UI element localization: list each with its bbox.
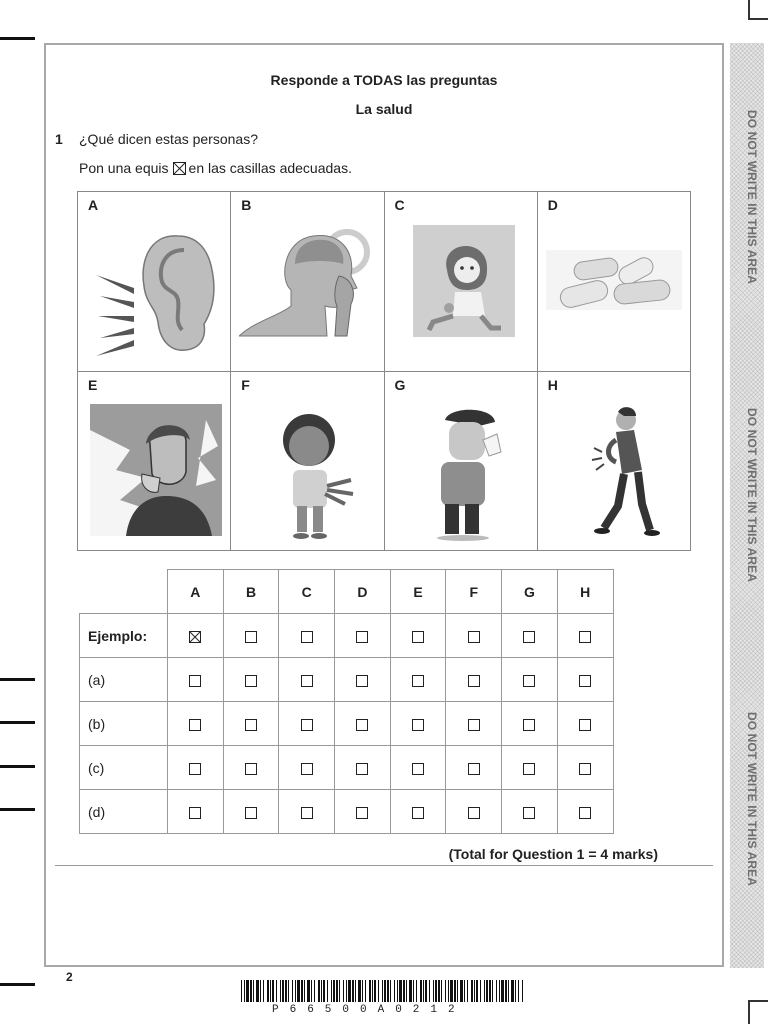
- registration-mark: [0, 721, 35, 724]
- instruction-text: Pon una equis: [79, 160, 169, 176]
- answer-cell: [279, 702, 335, 746]
- checked-box-icon[interactable]: [189, 631, 201, 643]
- margin-notice-middle: DO NOT WRITE IN THIS AREA: [745, 408, 759, 583]
- registration-mark: [0, 37, 35, 40]
- answer-cell: [446, 702, 502, 746]
- answer-cell: [168, 658, 224, 702]
- column-header: C: [279, 570, 335, 614]
- picture-cell-e: [78, 372, 231, 552]
- question-instruction: [79, 160, 352, 176]
- checkbox[interactable]: [245, 719, 257, 731]
- crossed-box-icon: [173, 162, 186, 175]
- registration-mark: [0, 983, 35, 986]
- picture-cell-a: [78, 192, 231, 372]
- sneezing-icon: [393, 400, 529, 546]
- checkbox[interactable]: [523, 719, 535, 731]
- barcode: [241, 980, 523, 1002]
- answer-grid: [79, 569, 614, 834]
- row-label: Ejemplo:: [80, 614, 168, 658]
- checkbox[interactable]: [356, 719, 368, 731]
- registration-mark: [0, 808, 35, 811]
- answer-cell: [223, 658, 279, 702]
- crop-mark: [748, 0, 768, 20]
- ear-icon: [86, 220, 222, 366]
- checkbox[interactable]: [412, 763, 424, 775]
- checkbox[interactable]: [356, 763, 368, 775]
- column-header: B: [223, 570, 279, 614]
- headache-icon: [239, 220, 375, 366]
- answer-cell: [168, 790, 224, 834]
- answer-cell: [446, 658, 502, 702]
- picture-letter: D: [547, 197, 558, 213]
- checkbox[interactable]: [189, 675, 201, 687]
- table-row: [80, 614, 614, 658]
- pills-icon: [546, 220, 682, 366]
- answer-cell: [168, 746, 224, 790]
- registration-mark: [0, 765, 35, 768]
- checkbox[interactable]: [245, 807, 257, 819]
- answer-cell: [335, 702, 391, 746]
- answer-cell: [390, 790, 446, 834]
- answer-cell: [502, 746, 558, 790]
- picture-cell-g: [385, 372, 538, 552]
- margin-notice-bottom: DO NOT WRITE IN THIS AREA: [745, 712, 759, 887]
- checkbox[interactable]: [301, 631, 313, 643]
- divider: [55, 865, 713, 866]
- checkbox[interactable]: [523, 631, 535, 643]
- stomachache-icon: [239, 400, 375, 546]
- picture-cell-c: [385, 192, 538, 372]
- answer-cell: [279, 746, 335, 790]
- answer-cell: [335, 658, 391, 702]
- barcode-number: P66500A0212: [272, 1004, 466, 1016]
- answer-cell: [223, 614, 279, 658]
- crop-mark: [748, 1000, 768, 1024]
- answer-cell: [168, 702, 224, 746]
- answer-cell: [223, 746, 279, 790]
- column-header: E: [390, 570, 446, 614]
- checkbox[interactable]: [301, 675, 313, 687]
- checkbox[interactable]: [301, 763, 313, 775]
- answer-cell: [335, 746, 391, 790]
- question-number: 1: [55, 131, 63, 147]
- answer-cell: [446, 746, 502, 790]
- checkbox[interactable]: [468, 719, 480, 731]
- checkbox[interactable]: [245, 631, 257, 643]
- checkbox[interactable]: [412, 675, 424, 687]
- checkbox[interactable]: [412, 631, 424, 643]
- answer-cell: [390, 614, 446, 658]
- checkbox[interactable]: [579, 719, 591, 731]
- question-total: (Total for Question 1 = 4 marks): [448, 846, 658, 862]
- answer-cell: [446, 614, 502, 658]
- checkbox[interactable]: [301, 807, 313, 819]
- row-label: (d): [80, 790, 168, 834]
- answer-cell: [223, 790, 279, 834]
- checkbox[interactable]: [189, 807, 201, 819]
- checkbox[interactable]: [468, 631, 480, 643]
- toothache-icon: [86, 400, 222, 546]
- column-header: D: [335, 570, 391, 614]
- column-header: H: [557, 570, 613, 614]
- page-title: Responde a TODAS las preguntas: [270, 72, 498, 88]
- margin-notice-top: DO NOT WRITE IN THIS AREA: [745, 110, 759, 285]
- checkbox[interactable]: [245, 763, 257, 775]
- answer-cell: [223, 702, 279, 746]
- checkbox[interactable]: [468, 807, 480, 819]
- picture-letter: G: [394, 376, 406, 393]
- checkbox[interactable]: [523, 807, 535, 819]
- answer-cell: [502, 658, 558, 702]
- picture-letter: H: [547, 376, 558, 393]
- answer-cell: [502, 790, 558, 834]
- checkbox[interactable]: [468, 763, 480, 775]
- checkbox[interactable]: [579, 631, 591, 643]
- answer-cell: [557, 790, 613, 834]
- answer-cell: [279, 614, 335, 658]
- table-row: [80, 746, 614, 790]
- table-row: [80, 702, 614, 746]
- row-label: (b): [80, 702, 168, 746]
- table-row: [80, 790, 614, 834]
- picture-cell-d: [538, 192, 691, 372]
- answer-cell: [279, 658, 335, 702]
- checkbox[interactable]: [301, 719, 313, 731]
- answer-cell: [279, 790, 335, 834]
- checkbox[interactable]: [468, 675, 480, 687]
- picture-letter: E: [88, 376, 98, 393]
- checkbox[interactable]: [579, 763, 591, 775]
- picture-letter: B: [241, 197, 252, 213]
- checkbox[interactable]: [189, 719, 201, 731]
- question-text: ¿Qué dicen estas personas?: [79, 131, 258, 147]
- table-row: [80, 658, 614, 702]
- checkbox[interactable]: [356, 675, 368, 687]
- picture-cell-b: [231, 192, 384, 372]
- checkbox[interactable]: [579, 807, 591, 819]
- checkbox[interactable]: [245, 675, 257, 687]
- instruction-text: en las casillas adecuadas.: [188, 160, 352, 176]
- checkbox[interactable]: [356, 807, 368, 819]
- answer-cell: [390, 746, 446, 790]
- answer-cell: [335, 790, 391, 834]
- checkbox[interactable]: [189, 763, 201, 775]
- checkbox[interactable]: [523, 675, 535, 687]
- registration-mark: [0, 678, 35, 681]
- backache-icon: [546, 400, 682, 546]
- page-subtitle: La salud: [355, 101, 413, 117]
- picture-grid: [77, 191, 691, 551]
- column-header: A: [168, 570, 224, 614]
- answer-cell: [502, 614, 558, 658]
- checkbox[interactable]: [579, 675, 591, 687]
- answer-cell: [557, 614, 613, 658]
- picture-letter: A: [88, 197, 99, 213]
- answer-cell: [557, 746, 613, 790]
- picture-letter: C: [394, 197, 405, 213]
- answer-cell: [390, 702, 446, 746]
- answer-cell: [446, 790, 502, 834]
- picture-cell-f: [231, 372, 384, 552]
- injured-knee-icon: [393, 220, 529, 366]
- column-header: F: [446, 570, 502, 614]
- answer-cell: [502, 702, 558, 746]
- answer-cell: [390, 658, 446, 702]
- picture-cell-h: [538, 372, 691, 552]
- picture-letter: F: [241, 376, 250, 393]
- checkbox[interactable]: [356, 631, 368, 643]
- table-corner: [80, 570, 168, 614]
- column-header: G: [502, 570, 558, 614]
- row-label: (c): [80, 746, 168, 790]
- page-number: 2: [66, 970, 73, 984]
- checkbox[interactable]: [523, 763, 535, 775]
- row-label: (a): [80, 658, 168, 702]
- answer-cell: [168, 614, 224, 658]
- checkbox[interactable]: [412, 807, 424, 819]
- answer-cell: [335, 614, 391, 658]
- answer-cell: [557, 658, 613, 702]
- answer-cell: [557, 702, 613, 746]
- checkbox[interactable]: [412, 719, 424, 731]
